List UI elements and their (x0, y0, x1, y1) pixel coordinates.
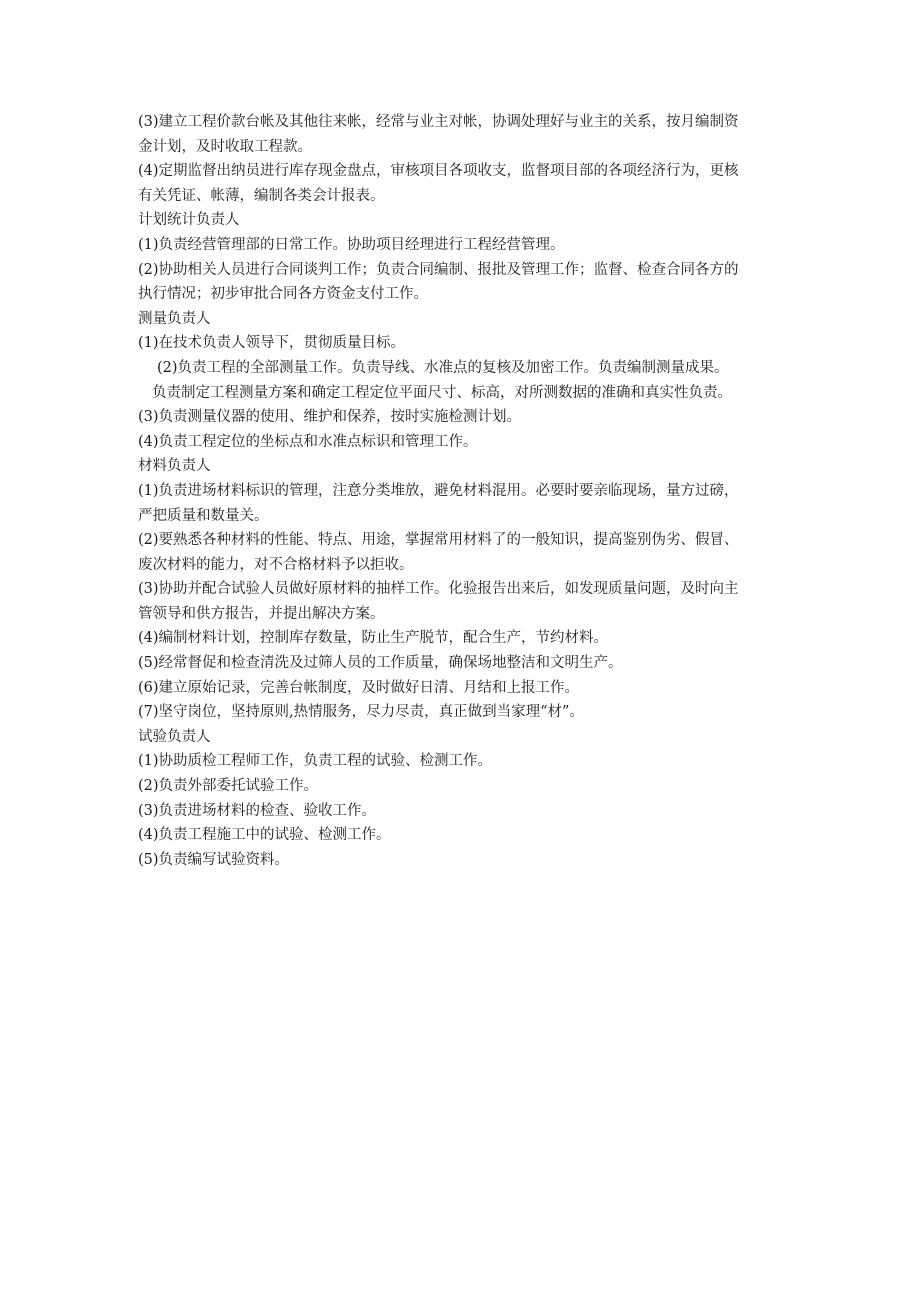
text-line: 金计划，及时收取工程款。 (138, 138, 312, 155)
text-line: (4)编制材料计划，控制库存数量，防止生产脱节，配合生产，节约材料。 (138, 630, 609, 647)
section-heading-materials: 材料负责人 (138, 458, 211, 475)
text-line: (2)协助相关人员进行合同谈判工作；负责合同编制、报批及管理工作；监督、检查合同各方的 (138, 261, 739, 278)
text-line: (4)定期监督出纳员进行库存现金盘点，审核项目各项收支，监督项目部的各项经济行为，更核 (138, 163, 739, 180)
text-line: 管领导和供方报告，并提出解决方案。 (138, 605, 385, 622)
text-line: (2)负责外部委托试验工作。 (138, 778, 319, 795)
text-line: 负责制定工程测量方案和确定工程定位平面尺寸、标高，对所测数据的准确和真实性负责。 (152, 384, 732, 401)
text-line: (1)负责经营管理部的日常工作。协助项目经理进行工程经营管理。 (138, 236, 565, 253)
text-line: 严把质量和数量关。 (138, 507, 269, 524)
text-line: (5)负责编写试验资料。 (138, 851, 290, 868)
section-heading-testing: 试验负责人 (138, 728, 211, 745)
text-line: (2)要熟悉各种材料的性能、特点、用途，掌握常用材料了的一般知识，提高鉴别伪劣、假冒、 (138, 532, 739, 549)
text-line: (3)协助并配合试验人员做好原材料的抽样工作。化验报告出来后，如发现质量问题，及时向主 (138, 581, 739, 598)
text-line: (1)协助质检工程师工作，负责工程的试验、检测工作。 (138, 753, 493, 770)
text-line: 废次材料的能力，对不合格材料予以拒收。 (138, 556, 414, 573)
section-heading-survey: 测量负责人 (138, 310, 211, 327)
text-line: (3)负责进场材料的检查、验收工作。 (138, 802, 377, 819)
section-heading-planning: 计划统计负责人 (138, 212, 240, 229)
text-line: 执行情况；初步审批合同各方资金支付工作。 (138, 286, 428, 303)
text-line: (6)建立原始记录，完善台帐制度，及时做好日清、月结和上报工作。 (138, 679, 580, 696)
text-line: (4)负责工程施工中的试验、检测工作。 (138, 827, 391, 844)
document-body (138, 110, 788, 872)
text-line: (7)坚守岗位，坚持原则,热情服务，尽力尽责，真正做到当家理“材”。 (138, 704, 584, 721)
text-line: 有关凭证、帐薄，编制各类会计报表。 (138, 187, 385, 204)
text-line: (3)建立工程价款台帐及其他往来帐，经常与业主对帐，协调处理好与业主的关系，按月编制资 (138, 114, 739, 130)
text-line: (5)经常督促和检查清洗及过筛人员的工作质量，确保场地整洁和文明生产。 (138, 655, 623, 672)
text-line: (1)在技术负责人领导下，贯彻质量目标。 (138, 335, 406, 352)
text-line: (1)负责进场材料标识的管理，注意分类堆放，避免材料混用。必要时要亲临现场，量方过磅， (138, 482, 739, 499)
text-line: (2)负责工程的全部测量工作。负责导线、水准点的复核及加密工作。负责编制测量成果。 (157, 359, 729, 376)
text-line: (4)负责工程定位的坐标点和水准点标识和管理工作。 (138, 433, 478, 450)
text-line: (3)负责测量仪器的使用、维护和保养，按时实施检测计划。 (138, 409, 522, 426)
